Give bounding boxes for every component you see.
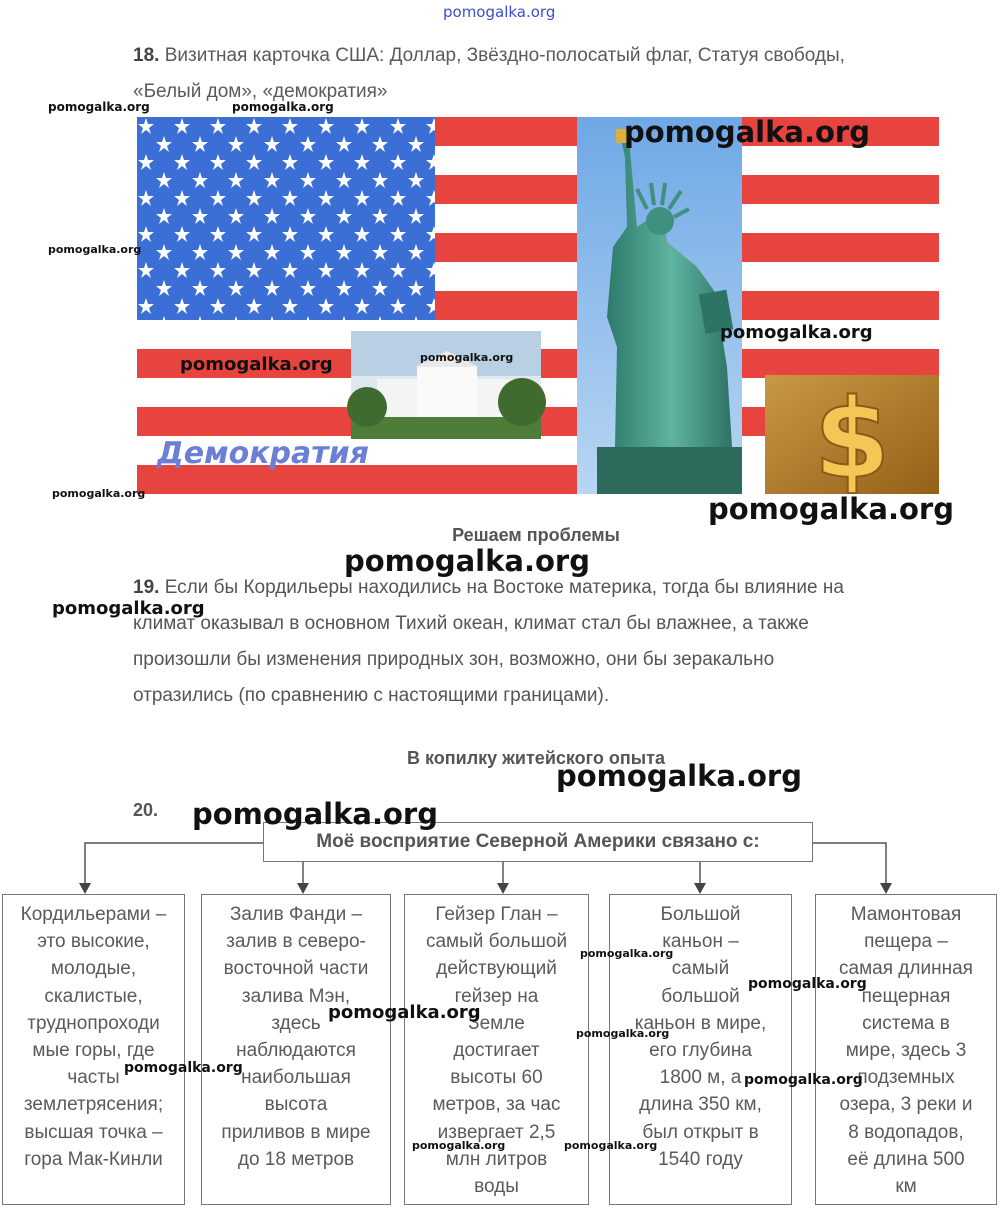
watermark: pomogalka.org xyxy=(556,759,802,793)
diagram-box-geyser: Гейзер Глан – самый большой действующий гейзер на Земле достигает высоты 60 метров, за час извергает 2,5 млн литров воды xyxy=(404,894,589,1205)
diagram-box-canyon: Большой каньон – самый большой каньон в мире, его глубина 1800 м, а длина 350 км, был открыт в 1540 году xyxy=(609,894,792,1205)
watermark: pomogalka.org xyxy=(720,322,873,343)
task18-number: 18. xyxy=(133,45,160,66)
diagram-box-fundy: Залив Фанди – залив в северо- восточной части залива Мэн, здесь наблюдаются наибольшая высота приливов в мире до 18 метров xyxy=(201,894,391,1205)
watermark: pomogalka.org xyxy=(232,100,334,114)
watermark: pomogalka.org xyxy=(344,544,590,578)
task20-number: 20. xyxy=(133,800,159,820)
watermark: pomogalka.org xyxy=(52,598,205,619)
diagram-header: Моё восприятие Северной Америки связано с: xyxy=(263,822,813,862)
diagram-box-mammoth-cave: Мамонтовая пещера – самая длинная пещерная система в мире, здесь 3 подземных озера, 3 реки и 8 водопадов, её длина 500 км xyxy=(815,894,997,1205)
usa-collage xyxy=(137,117,939,494)
watermark: pomogalka.org xyxy=(564,1139,658,1152)
task19-line: климат оказывал в основном Тихий океан, климат стал бы влажнее, а также xyxy=(133,613,809,634)
task18-line1 xyxy=(133,39,845,73)
watermark: pomogalka.org xyxy=(192,797,438,831)
task19-line: произошли бы изменения природных зон, возможно, они бы зеракально xyxy=(133,649,775,670)
section-title-problems: Решаем проблемы xyxy=(452,525,620,545)
watermark: pomogalka.org xyxy=(576,1027,670,1040)
section-title-experience: В копилку житейского опыта xyxy=(407,748,665,768)
watermark: pomogalka.org xyxy=(328,1002,481,1023)
white-house xyxy=(347,331,546,439)
statue-of-liberty xyxy=(577,117,742,494)
watermark: pomogalka.org xyxy=(748,976,867,992)
watermark: pomogalka.org xyxy=(124,1060,243,1076)
watermark: pomogalka.org xyxy=(624,115,870,149)
task19-line: 19. Если бы Кордильеры находились на Востоке материка, тогда бы влияние на xyxy=(133,577,844,598)
watermark: pomogalka.org xyxy=(744,1072,863,1088)
watermark: pomogalka.org xyxy=(52,487,146,500)
task18-line2: «Белый дом», «демократия» xyxy=(133,81,388,102)
site-watermark-top: pomogalka.org xyxy=(443,3,556,21)
watermark: pomogalka.org xyxy=(412,1139,506,1152)
watermark: pomogalka.org xyxy=(48,100,150,114)
task18-text: Визитная карточка США: Доллар, Звёздно-полосатый флаг, Статуя свободы, xyxy=(164,45,845,66)
diagram-box-cordilleras: Кордильерами – это высокие, молодые, скалистые, труднопроходи мые горы, где часты землетрясения; высшая точка – гора Мак-Кинли xyxy=(2,894,185,1205)
watermark: pomogalka.org xyxy=(48,243,142,256)
collage-democracy-label: Демократия xyxy=(157,436,369,471)
watermark: pomogalka.org xyxy=(180,354,333,375)
watermark: pomogalka.org xyxy=(420,351,514,364)
dollar-sign xyxy=(765,375,939,494)
watermark: pomogalka.org xyxy=(708,492,954,526)
svg-text:$: $ xyxy=(813,375,891,494)
usa-collage-image xyxy=(137,117,939,494)
task19-paragraph xyxy=(133,570,933,714)
watermark: pomogalka.org xyxy=(580,947,674,960)
task19-number: 19. xyxy=(133,577,160,598)
diagram-connectors xyxy=(0,835,1000,900)
task19-line: отразились (по сравнению с настоящими границами). xyxy=(133,685,610,706)
